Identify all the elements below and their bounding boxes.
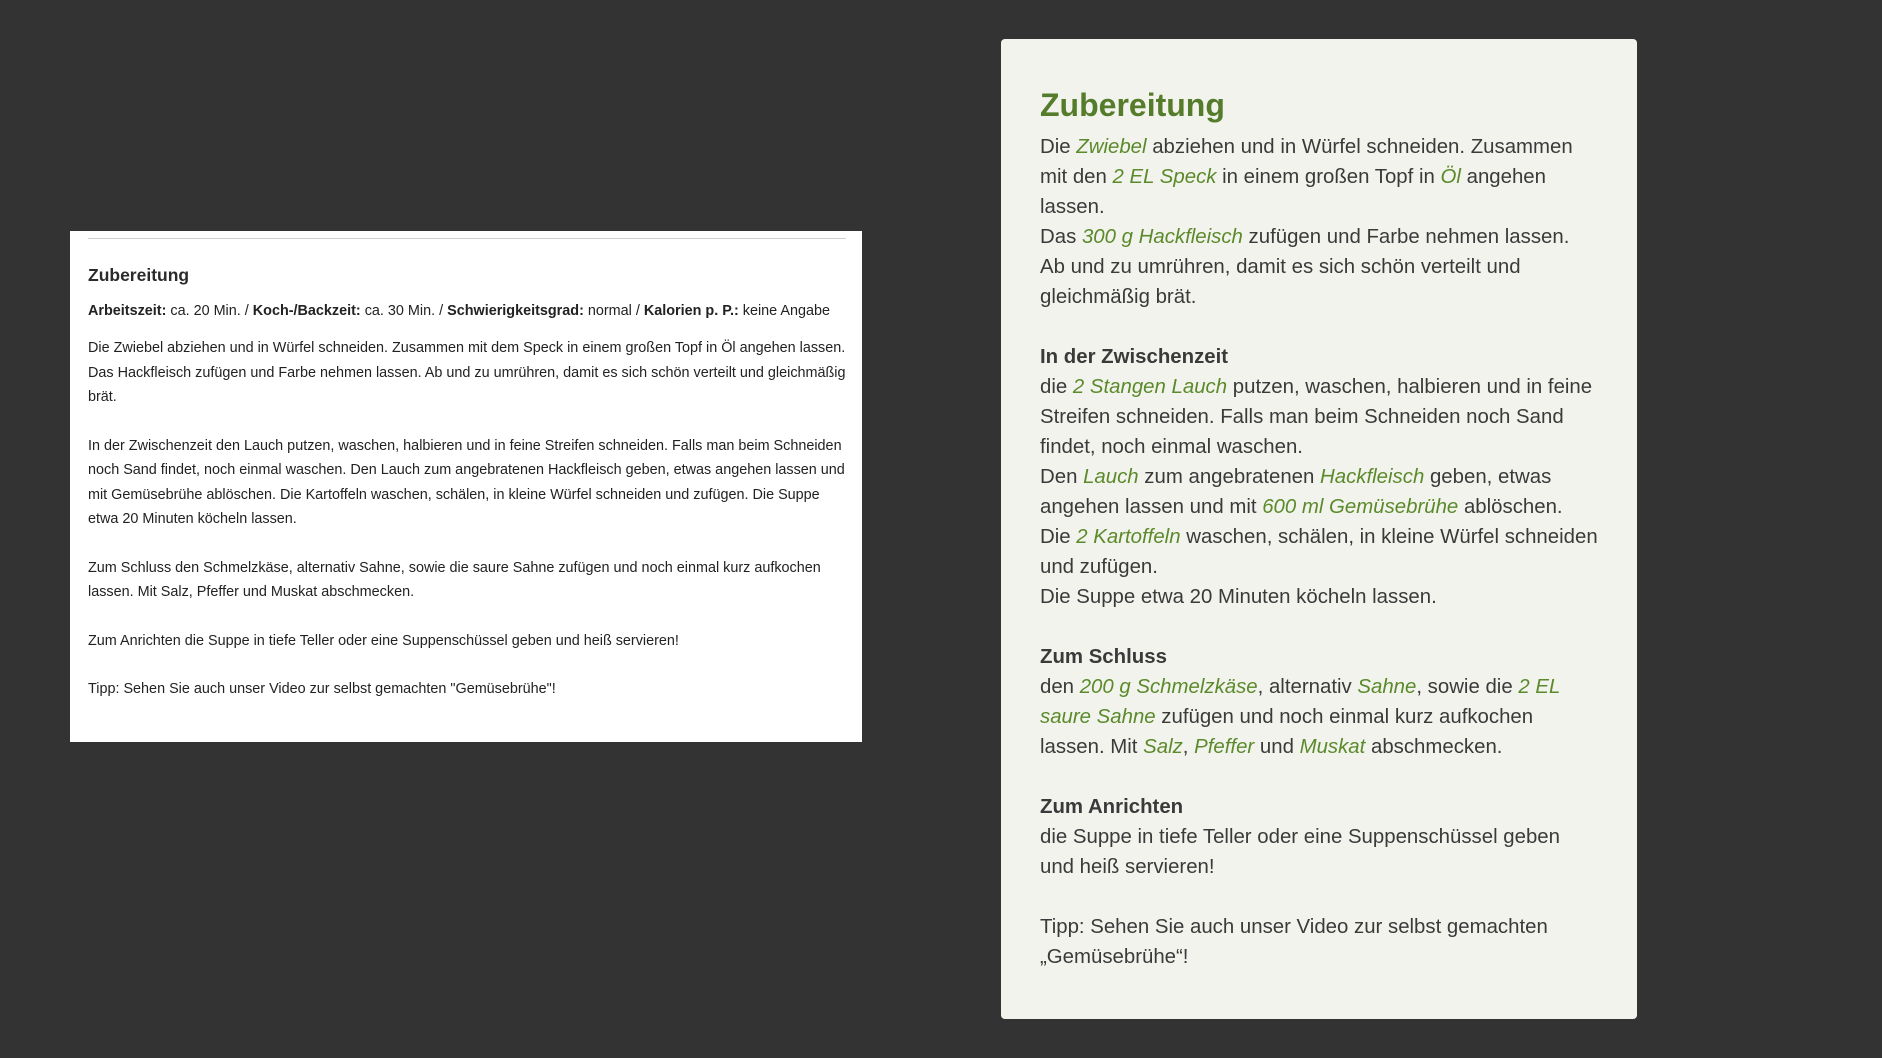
ingredient: Salz bbox=[1143, 736, 1183, 758]
schwierigkeit-value: normal / bbox=[583, 303, 644, 319]
kalorien-value: keine Angabe bbox=[738, 303, 830, 319]
subheading: Zum Schluss bbox=[1040, 646, 1167, 668]
left-paragraph: Zum Schluss den Schmelzkäse, alternativ Sahne, sowie die saure Sahne zufügen und noch einmal kurz aufkochen lassen. Mit Salz, Pfeffer und Muskat abschmecken. bbox=[88, 559, 821, 600]
ingredient: 2 Stangen Lauch bbox=[1072, 376, 1228, 398]
divider bbox=[88, 238, 846, 239]
step-line: Ab und zu umrühren, damit es sich schön verteilt und gleichmäßig brät. bbox=[1040, 256, 1521, 308]
text: ablöschen. bbox=[1458, 496, 1563, 518]
ingredient: 2 Kartoffeln bbox=[1076, 526, 1181, 548]
left-tip: Tipp: Sehen Sie auch unser Video zur selbst gemachten "Gemüsebrühe"! bbox=[88, 681, 556, 697]
tip-block bbox=[1040, 912, 1599, 972]
text: zufügen und Farbe nehmen lassen. bbox=[1242, 226, 1570, 248]
step-line bbox=[1040, 672, 1599, 762]
subheading: In der Zwischenzeit bbox=[1040, 346, 1229, 368]
text: abziehen und in Würfel schneiden. Zusammen mit den bbox=[1040, 136, 1573, 188]
text: und bbox=[1254, 736, 1300, 758]
left-paragraph: Zum Anrichten die Suppe in tiefe Teller oder eine Suppenschüssel geben und heiß servieren! bbox=[88, 632, 679, 649]
right-heading: Zubereitung bbox=[1040, 87, 1225, 123]
ingredient: 300 g Hackfleisch bbox=[1081, 226, 1243, 248]
left-heading: Zubereitung bbox=[88, 265, 190, 285]
step-line bbox=[1040, 222, 1599, 252]
kochzeit-value: ca. 30 Min. / bbox=[360, 303, 448, 319]
ingredient: Hackfleisch bbox=[1320, 466, 1425, 488]
text: abschmecken. bbox=[1365, 736, 1503, 758]
text: Das bbox=[1040, 226, 1082, 248]
tip-text: Tipp: Sehen Sie auch unser Video zur selbst gemachten „Gemüsebrühe“! bbox=[1040, 916, 1548, 968]
ingredient: Öl bbox=[1440, 166, 1461, 188]
text: den bbox=[1040, 676, 1080, 698]
ingredient: Muskat bbox=[1299, 736, 1366, 758]
schwierigkeit-label: Schwierigkeitsgrad: bbox=[447, 303, 584, 319]
kalorien-label: Kalorien p. P.: bbox=[643, 303, 739, 319]
step-block-1 bbox=[1040, 132, 1599, 312]
arbeitszeit-label: Arbeitszeit: bbox=[88, 303, 167, 319]
original-recipe-screenshot bbox=[70, 231, 862, 742]
arbeitszeit-value: ca. 20 Min. / bbox=[166, 303, 253, 319]
step-block-2 bbox=[1040, 342, 1599, 612]
text: , alternativ bbox=[1257, 676, 1358, 698]
text: waschen, schälen, in kleine Würfel schneiden und zufügen. bbox=[1040, 526, 1598, 578]
step-block-3 bbox=[1040, 642, 1599, 762]
ingredient: Lauch bbox=[1083, 466, 1139, 488]
ingredient: 200 g Schmelzkäse bbox=[1079, 676, 1258, 698]
ingredient: Zwiebel bbox=[1076, 136, 1147, 158]
left-paragraph: Die Zwiebel abziehen und in Würfel schneiden. Zusammen mit dem Speck in einem großen Topf in Öl angehen lassen. Das Hackfleisch zufügen und Farbe nehmen lassen. Ab und zu umrühren, damit es sich schön verteilt und gleichmäßig brät. bbox=[88, 340, 846, 405]
ingredient: 2 EL saure Sahne bbox=[1040, 676, 1560, 728]
step-line bbox=[1040, 522, 1599, 582]
ingredient: Pfeffer bbox=[1194, 736, 1255, 758]
ingredient: 600 ml Gemüsebrühe bbox=[1262, 496, 1459, 518]
recipe-meta bbox=[88, 300, 846, 322]
step-line: Die Suppe etwa 20 Minuten köcheln lassen. bbox=[1040, 586, 1437, 608]
subheading: Zum Anrichten bbox=[1040, 796, 1184, 818]
text: Die bbox=[1040, 526, 1077, 548]
step-line bbox=[1040, 132, 1599, 222]
text: die bbox=[1040, 376, 1073, 398]
text: putzen, waschen, halbieren und in feine Streifen schneiden. Falls man beim Schneiden noch Sand findet, noch einmal waschen. bbox=[1040, 376, 1593, 458]
left-paragraph: In der Zwischenzeit den Lauch putzen, waschen, halbieren und in feine Streifen schneiden. Falls man beim Schneiden noch Sand findet, noch einmal waschen. Den Lauch zum angebratenen Hackfleisch geben, etwas angehen lassen und mit Gemüsebrühe ablöschen. Die Kartoffeln waschen, schälen, in kleine Würfel schneiden und zufügen. Die Suppe etwa 20 Minuten köcheln lassen. bbox=[88, 437, 845, 527]
step-line: die Suppe in tiefe Teller oder eine Suppenschüssel geben und heiß servieren! bbox=[1040, 826, 1560, 878]
step-block-4 bbox=[1040, 792, 1599, 882]
ingredient: Sahne bbox=[1357, 676, 1417, 698]
text: Den bbox=[1040, 466, 1084, 488]
text: angehen lassen. bbox=[1040, 166, 1546, 218]
step-line bbox=[1040, 372, 1599, 462]
text: Die bbox=[1040, 136, 1077, 158]
text: zufügen und noch einmal kurz aufkochen lassen. Mit bbox=[1040, 706, 1534, 758]
text: , sowie die bbox=[1416, 676, 1519, 698]
text: in einem großen Topf in bbox=[1216, 166, 1441, 188]
ingredient: 2 EL Speck bbox=[1112, 166, 1217, 188]
text: zum angebratenen bbox=[1138, 466, 1321, 488]
kochzeit-label: Koch-/Backzeit: bbox=[252, 303, 361, 319]
step-line bbox=[1040, 462, 1599, 522]
text: , bbox=[1182, 736, 1195, 758]
text: geben, etwas angehen lassen und mit bbox=[1040, 466, 1552, 518]
redesigned-recipe-card bbox=[1001, 39, 1637, 1019]
